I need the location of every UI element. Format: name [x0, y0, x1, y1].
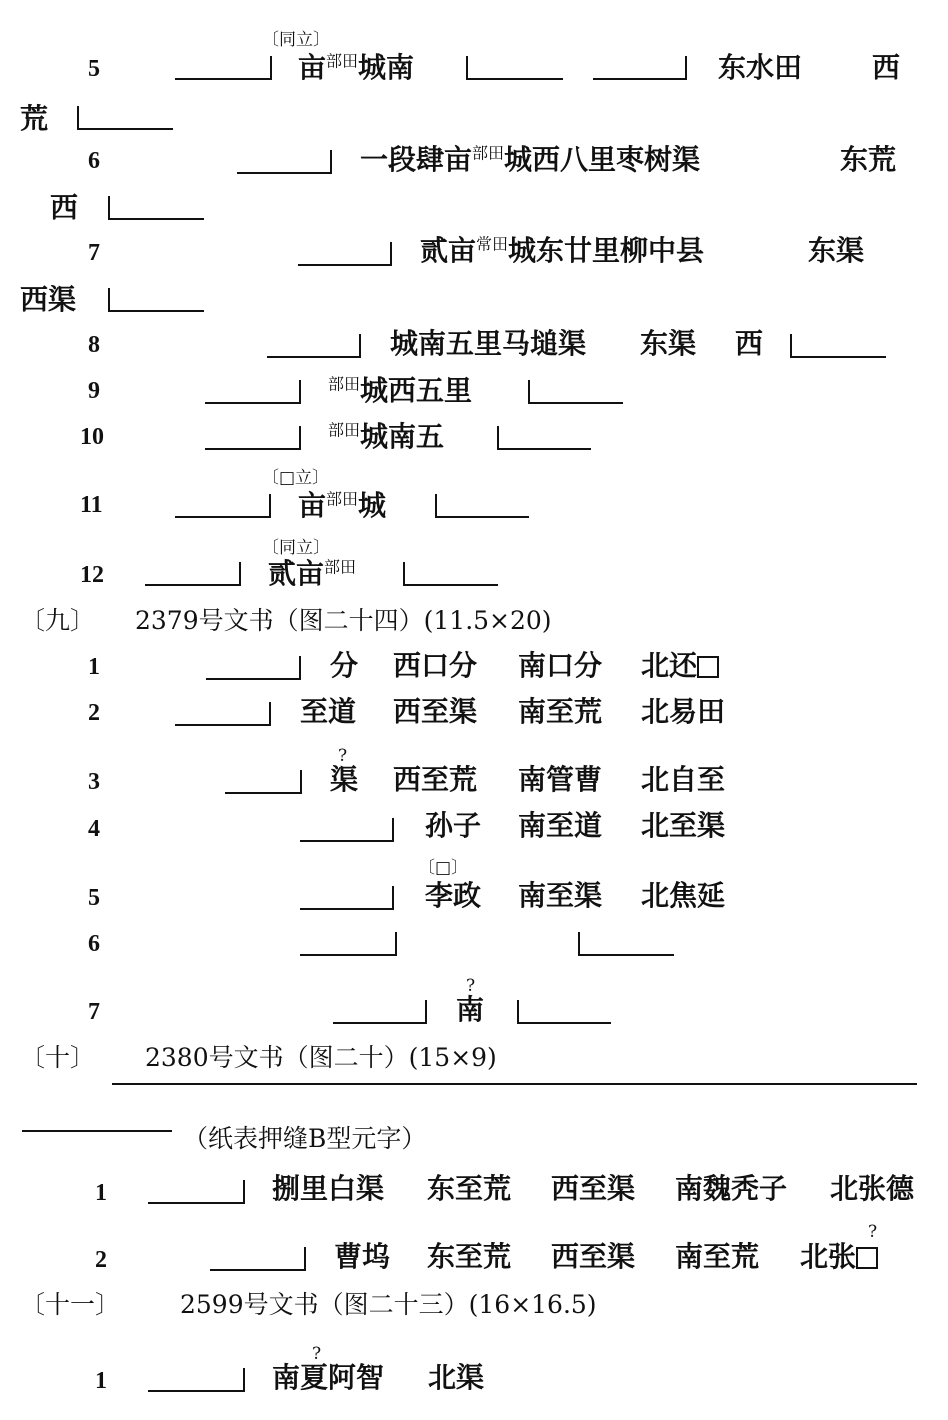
text-line: 西 [872, 51, 901, 84]
text-line: 北易田 [641, 695, 726, 728]
line-number: 4 [88, 816, 100, 842]
text-line: 孙子 [425, 809, 482, 842]
text-line: 贰亩$^{常田}$城东廿里柳中县 [420, 234, 705, 267]
editorial-annotation: 〔□〕 [418, 858, 469, 878]
lacuna-mark [333, 1000, 427, 1024]
lacuna-mark [237, 150, 332, 174]
lacuna-mark [175, 702, 271, 726]
section-label: 〔十〕 [20, 1043, 96, 1072]
missing-character-box [697, 656, 719, 678]
lacuna-mark [497, 426, 591, 450]
lacuna-mark [175, 494, 271, 518]
line-number: 3 [88, 769, 100, 795]
line-number: 7 [88, 999, 100, 1025]
text-line: 南至荒 [675, 1240, 760, 1273]
lacuna-mark [578, 932, 674, 956]
text-line: 至道 [300, 695, 357, 728]
text-line: 西至渠 [551, 1172, 636, 1205]
text-line: 东水田 [718, 51, 803, 84]
text-line: 曹坞 [334, 1240, 391, 1273]
lacuna-mark [300, 886, 394, 910]
line-number: 1 [95, 1180, 107, 1206]
text-line: 北张德 [830, 1172, 915, 1205]
lacuna-mark [108, 288, 204, 312]
text-line: 南至道 [518, 809, 603, 842]
seal-note: （纸表押缝B型元字） [183, 1124, 427, 1153]
lacuna-mark [205, 380, 301, 404]
text-line: $^{部田}$城南五 [328, 420, 445, 453]
text-line: 北渠 [428, 1361, 485, 1394]
line-number: 10 [80, 424, 104, 450]
text-line: 西口分 [393, 649, 478, 682]
text-line: 西 [735, 327, 764, 360]
text-line: 荒 [20, 102, 49, 135]
text-line: 城南五里马塠渠 [390, 327, 587, 360]
missing-character-box [856, 1247, 878, 1269]
editorial-annotation: 〔□立〕 [262, 468, 330, 488]
text-line: 北还 [641, 650, 719, 682]
text-line: 东渠 [808, 234, 865, 267]
lacuna-mark [300, 818, 394, 842]
text-line: 西至荒 [393, 763, 478, 796]
lacuna-mark [593, 56, 687, 80]
top-edge-line [112, 1083, 917, 1085]
text-line: $^{部田}$城西五里 [328, 374, 473, 407]
lacuna-mark [528, 380, 623, 404]
text-line: 南魏秃子 [675, 1172, 788, 1205]
lacuna-mark [77, 106, 173, 130]
line-number: 12 [80, 562, 104, 588]
text-line: 北至渠 [641, 809, 726, 842]
text-line: 西 [50, 191, 79, 224]
section-label: 〔九〕 [20, 606, 96, 635]
lacuna-mark [225, 770, 302, 794]
lacuna-mark [175, 56, 272, 80]
text-line: 李政 [425, 879, 482, 912]
text-line: 捌里白渠 [272, 1172, 385, 1205]
section-title: 2379号文书（图二十四）(11.5×20) [135, 606, 552, 635]
section-title: 2380号文书（图二十）(15×9) [145, 1043, 497, 1072]
line-number: 11 [80, 492, 103, 518]
uncertain-mark: ? [868, 1222, 878, 1242]
lacuna-mark [145, 562, 241, 586]
text-line: 东至荒 [427, 1240, 512, 1273]
lacuna-mark [205, 426, 301, 450]
lacuna-mark [298, 242, 392, 266]
lacuna-mark [206, 656, 301, 680]
uncertain-mark: ? [338, 746, 348, 766]
line-number: 1 [88, 654, 100, 680]
text-line: 北张 [800, 1241, 878, 1273]
text-line: 渠 [330, 763, 359, 796]
line-number: 8 [88, 332, 100, 358]
lacuna-mark [210, 1247, 306, 1271]
text-line: 南 [456, 993, 485, 1026]
text-line: 南管曹 [518, 763, 603, 796]
text-line: 南夏阿智 [272, 1361, 385, 1394]
text-line: 南至荒 [518, 695, 603, 728]
text-line: 西渠 [20, 283, 77, 316]
text-line: 北自至 [641, 763, 726, 796]
lacuna-mark [267, 334, 361, 358]
uncertain-mark: ? [466, 976, 476, 996]
editorial-annotation: 〔同立〕 [262, 538, 330, 558]
line-number: 7 [88, 240, 100, 266]
lacuna-mark [466, 56, 563, 80]
uncertain-mark: ? [312, 1344, 322, 1364]
lacuna-mark [403, 562, 498, 586]
lacuna-mark [300, 932, 397, 956]
text-line: 西至渠 [393, 695, 478, 728]
editorial-annotation: 〔同立〕 [262, 30, 330, 50]
text-line: 亩$^{部田}$城南 [298, 51, 415, 84]
text-line: 亩$^{部田}$城 [298, 489, 387, 522]
line-number: 9 [88, 378, 100, 404]
text-line: 东荒 [840, 143, 897, 176]
text-line: 东渠 [640, 327, 697, 360]
line-number: 1 [95, 1368, 107, 1394]
line-number: 6 [88, 931, 100, 957]
section-label: 〔十一〕 [20, 1290, 121, 1319]
lacuna-mark [517, 1000, 611, 1024]
text-line: 一段肆亩$^{部田}$城西八里枣树渠 [360, 143, 701, 176]
lacuna-mark [435, 494, 529, 518]
lacuna-mark [148, 1180, 245, 1204]
text-line: 南口分 [518, 649, 603, 682]
text-line: 南至渠 [518, 879, 603, 912]
text-line: 贰亩$^{部田}$ [268, 557, 357, 590]
text-line: 东至荒 [427, 1172, 512, 1205]
lacuna-mark [790, 334, 886, 358]
line-number: 5 [88, 56, 100, 82]
lacuna-mark [148, 1368, 245, 1392]
line-number: 2 [88, 700, 100, 726]
seam-edge-line [22, 1130, 172, 1132]
section-title: 2599号文书（图二十三）(16×16.5) [180, 1290, 597, 1319]
text-line: 北焦延 [641, 879, 726, 912]
text-line: 西至渠 [551, 1240, 636, 1273]
line-number: 5 [88, 885, 100, 911]
line-number: 2 [95, 1247, 107, 1273]
line-number: 6 [88, 148, 100, 174]
lacuna-mark [108, 196, 204, 220]
text-line: 分 [330, 649, 359, 682]
